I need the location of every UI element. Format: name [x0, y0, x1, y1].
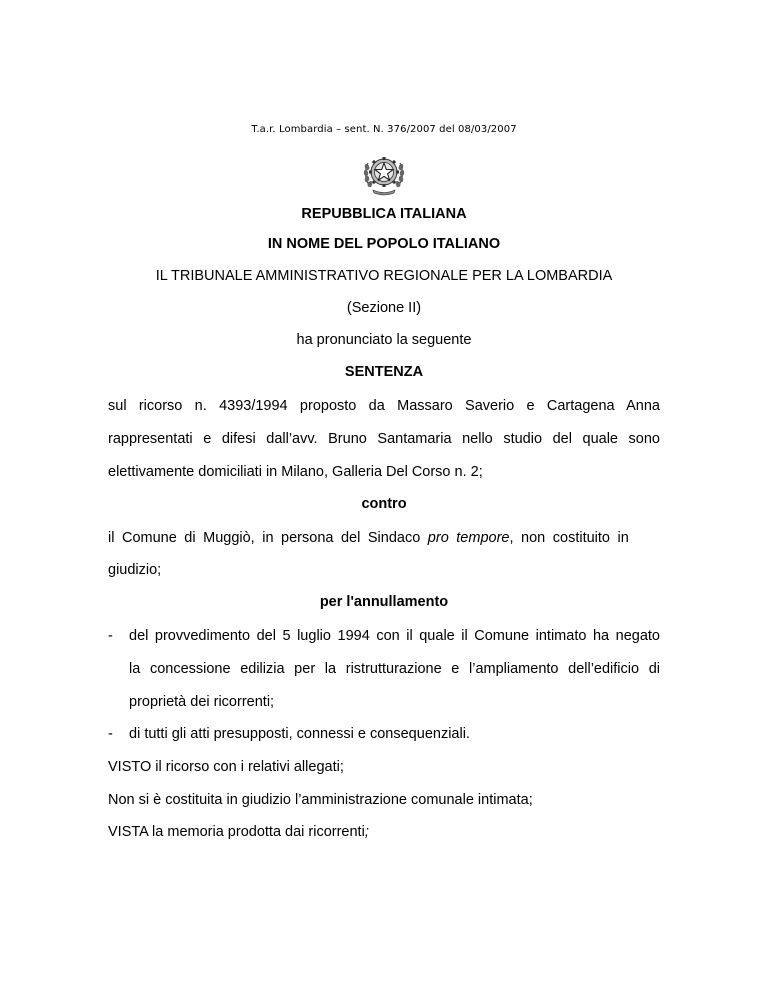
heading-pronounced: ha pronunciato la seguente — [296, 332, 472, 348]
against-text-italic: pro tempore — [427, 530, 510, 546]
italian-republic-emblem-icon — [361, 151, 407, 197]
heading-section: (Sezione II) — [346, 300, 422, 316]
recital-seen-memo — [108, 824, 660, 840]
against-label: contro — [361, 496, 407, 512]
heading-court: IL TRIBUNALE AMMINISTRATIVO REGIONALE PER LA LOMBARDIA — [155, 268, 613, 284]
annulment-label: per l'annullamento — [319, 594, 449, 610]
annulment-item-1-line-1: del provvedimento del 5 luglio 1994 con il quale il Comune intimato ha negato — [129, 628, 660, 644]
against-text-pre: il Comune di Muggiò, in persona del Sindaco — [108, 530, 428, 546]
annulment-item-1-line-3: proprietà dei ricorrenti; — [129, 694, 275, 710]
sentence-reference: T.a.r. Lombardia – sent. N. 376/2007 del 08/03/2007 — [251, 124, 517, 135]
against-text-start — [108, 530, 629, 546]
annulment-item-2-line-1: di tutti gli atti presupposti, connessi e consequenziali. — [129, 726, 470, 742]
heading-republic: REPUBBLICA ITALIANA — [301, 206, 467, 222]
recital-seen-memo-punct: ; — [364, 824, 369, 840]
annulment-item-2-dash: - — [108, 726, 113, 742]
appeal-line-3: elettivamente domiciliati in Milano, Galleria Del Corso n. 2; — [108, 464, 483, 480]
against-text-post: , non costituito in — [509, 530, 629, 546]
annulment-item-1-dash: - — [108, 628, 113, 644]
recital-seen-memo-text: VISTA la memoria prodotta dai ricorrenti — [108, 824, 365, 840]
against-line-1 — [108, 530, 660, 546]
heading-people: IN NOME DEL POPOLO ITALIANO — [267, 236, 501, 252]
appeal-line-1: sul ricorso n. 4393/1994 proposto da Massaro Saverio e Cartagena Anna — [108, 398, 660, 414]
against-line-2: giudizio; — [108, 562, 162, 578]
appeal-line-2: rappresentati e difesi dall’avv. Bruno Santamaria nello studio del quale sono — [108, 431, 660, 447]
heading-title: SENTENZA — [344, 364, 424, 380]
recital-seen-appeal: VISTO il ricorso con i relativi allegati; — [108, 759, 344, 775]
annulment-item-1-line-2: la concessione edilizia per la ristrutturazione e l’ampliamento dell’edificio di — [129, 661, 660, 677]
recital-not-constituted: Non si è costituita in giudizio l’amministrazione comunale intimata; — [108, 792, 533, 808]
